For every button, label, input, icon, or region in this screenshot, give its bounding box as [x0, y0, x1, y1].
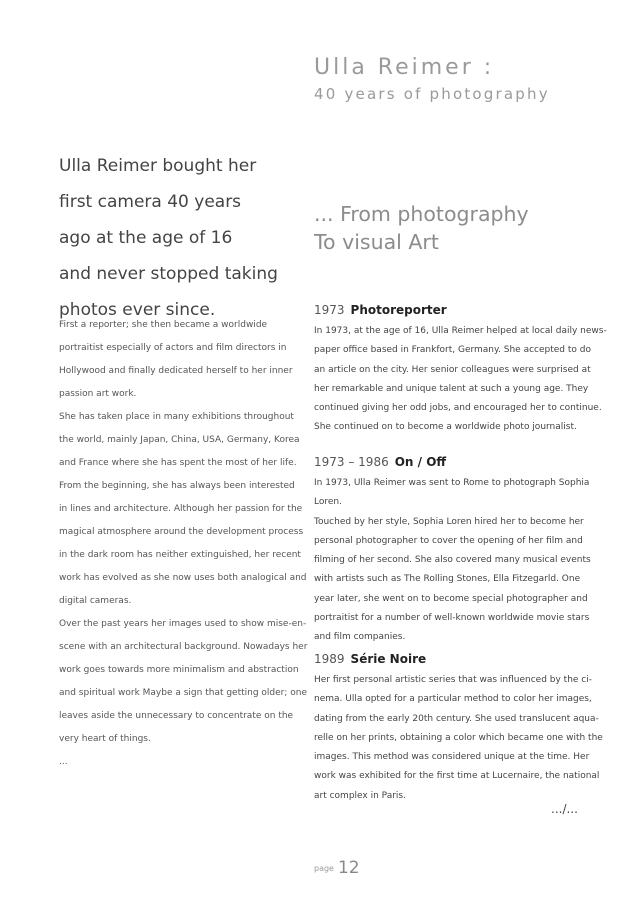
entry-line: Loren. [314, 497, 342, 508]
intro-body-line: First a reporter; she then became a worldwide [59, 320, 268, 330]
intro-lead-line: Ulla Reimer bought her [59, 156, 257, 176]
entry-line: filming of her second. She also covered many musical events [314, 555, 591, 566]
intro-body-line: in the dark room has neither extinguished, her recent [59, 550, 301, 560]
intro-lead [59, 148, 294, 328]
intro-body-line: the world, mainly Japan, China, USA, Germany, Korea [59, 435, 300, 445]
entry-role: Série Noire [350, 652, 427, 666]
entry-line: her remarkable and unique talent at such a young age. They [314, 383, 589, 394]
intro-body-line: portraitist especially of actors and film directors in [59, 343, 287, 353]
intro-lead-line: first camera 40 years [59, 192, 242, 212]
entry-line: work was exhibited for the first time at Lucernaire, the national [314, 771, 600, 782]
section-heading-line: To visual Art [314, 230, 439, 254]
entry-year: 1973 [314, 303, 345, 317]
entry-body [314, 474, 591, 648]
intro-body-line: scene with an architectural background. Nowadays her [59, 642, 308, 652]
entry-line: nema. Ulla opted for a particular method to color her images, [314, 694, 592, 705]
intro-lead-line: ago at the age of 16 [59, 228, 233, 248]
intro-body-line: magical atmosphere around the development process [59, 527, 304, 537]
entry-line: continued giving her odd jobs, and encouraged her to continue. [314, 403, 602, 414]
entry-role: On / Off [394, 455, 447, 469]
entry-header [314, 651, 584, 667]
entry-role: Photoreporter [350, 303, 447, 317]
timeline-entry-1973-1986 [314, 454, 591, 648]
intro-body-line: work goes towards more minimalism and abstraction [59, 665, 299, 675]
intro-body-line: digital cameras. [59, 596, 132, 606]
entry-header [314, 454, 584, 470]
entry-line: portraitist for a number of well-known worldwide movie stars [314, 613, 590, 624]
entry-line: In 1973, at the age of 16, Ulla Reimer helped at local daily news- [314, 326, 607, 336]
intro-body-line: in lines and architecture. Although her passion for the [59, 504, 303, 514]
entry-line: She continued on to become a worldwide photo journalist. [314, 422, 577, 433]
intro-body-line: ... [59, 757, 68, 767]
entry-line: art complex in Paris. [314, 790, 406, 801]
entry-line: and film companies. [314, 632, 406, 643]
entry-line: personal photographer to cover the opening of her film and [314, 535, 583, 546]
section-heading [314, 200, 529, 256]
entry-year: 1973 – 1986 [314, 455, 389, 469]
intro-body [59, 314, 308, 774]
page-footer [314, 858, 360, 878]
intro-body-line: Over the past years her images used to show mise-en- [59, 619, 307, 629]
entry-line: year later, she went on to become special photographer and [314, 593, 588, 604]
intro-lead-line: and never stopped taking [59, 264, 278, 284]
timeline-entry-1989 [314, 651, 603, 806]
section-heading-line: ... From photography [314, 202, 529, 226]
entry-line: In 1973, Ulla Reimer was sent to Rome to photograph Sophia [314, 478, 590, 488]
entry-line: Touched by her style, Sophia Loren hired her to become her [314, 516, 584, 527]
entry-year: 1989 [314, 652, 345, 666]
intro-body-line: work has evolved as she now uses both analogical and [59, 573, 307, 583]
page-title: Ulla Reimer : [314, 55, 495, 80]
page-number: 12 [337, 858, 360, 878]
intro-body-line: and France where she has spent the most of her life. [59, 458, 297, 468]
entry-header [314, 302, 584, 318]
intro-body-line: She has taken place in many exhibitions throughout [59, 412, 294, 422]
entry-line: images. This method was considered unique at the time. Her [314, 752, 590, 763]
intro-body-line: Hollywood and finally dedicated herself to her inner [59, 366, 293, 376]
page-label: page [314, 864, 334, 873]
intro-body-line: very heart of things. [59, 734, 151, 744]
continued-marker: .../... [551, 802, 578, 816]
intro-lead-line: photos ever since. [59, 300, 216, 320]
timeline-entry-1973 [314, 302, 607, 438]
entry-line: an article on the city. Her senior colleagues were surprised at [314, 364, 591, 375]
entry-line: relle on her prints, obtaining a color which became one with the [314, 732, 603, 743]
page-subtitle: 40 years of photography [314, 85, 550, 103]
entry-line: dating from the early 20th century. She used translucent aqua- [314, 713, 599, 724]
entry-line: paper office based in Frankfort, Germany. She accepted to do [314, 345, 592, 356]
entry-body [314, 671, 603, 806]
intro-body-line: and spiritual work Maybe a sign that getting older; one [59, 688, 308, 698]
intro-body-line: passion art work. [59, 389, 137, 399]
entry-body [314, 322, 607, 438]
intro-body-line: leaves aside the unnecessary to concentrate on the [59, 711, 294, 721]
entry-line: Her first personal artistic series that was influenced by the ci- [314, 675, 592, 685]
entry-line: with artists such as The Rolling Stones, Ella Fitzegarld. One [314, 574, 581, 585]
intro-body-line: From the beginning, she has always been interested [59, 481, 295, 491]
